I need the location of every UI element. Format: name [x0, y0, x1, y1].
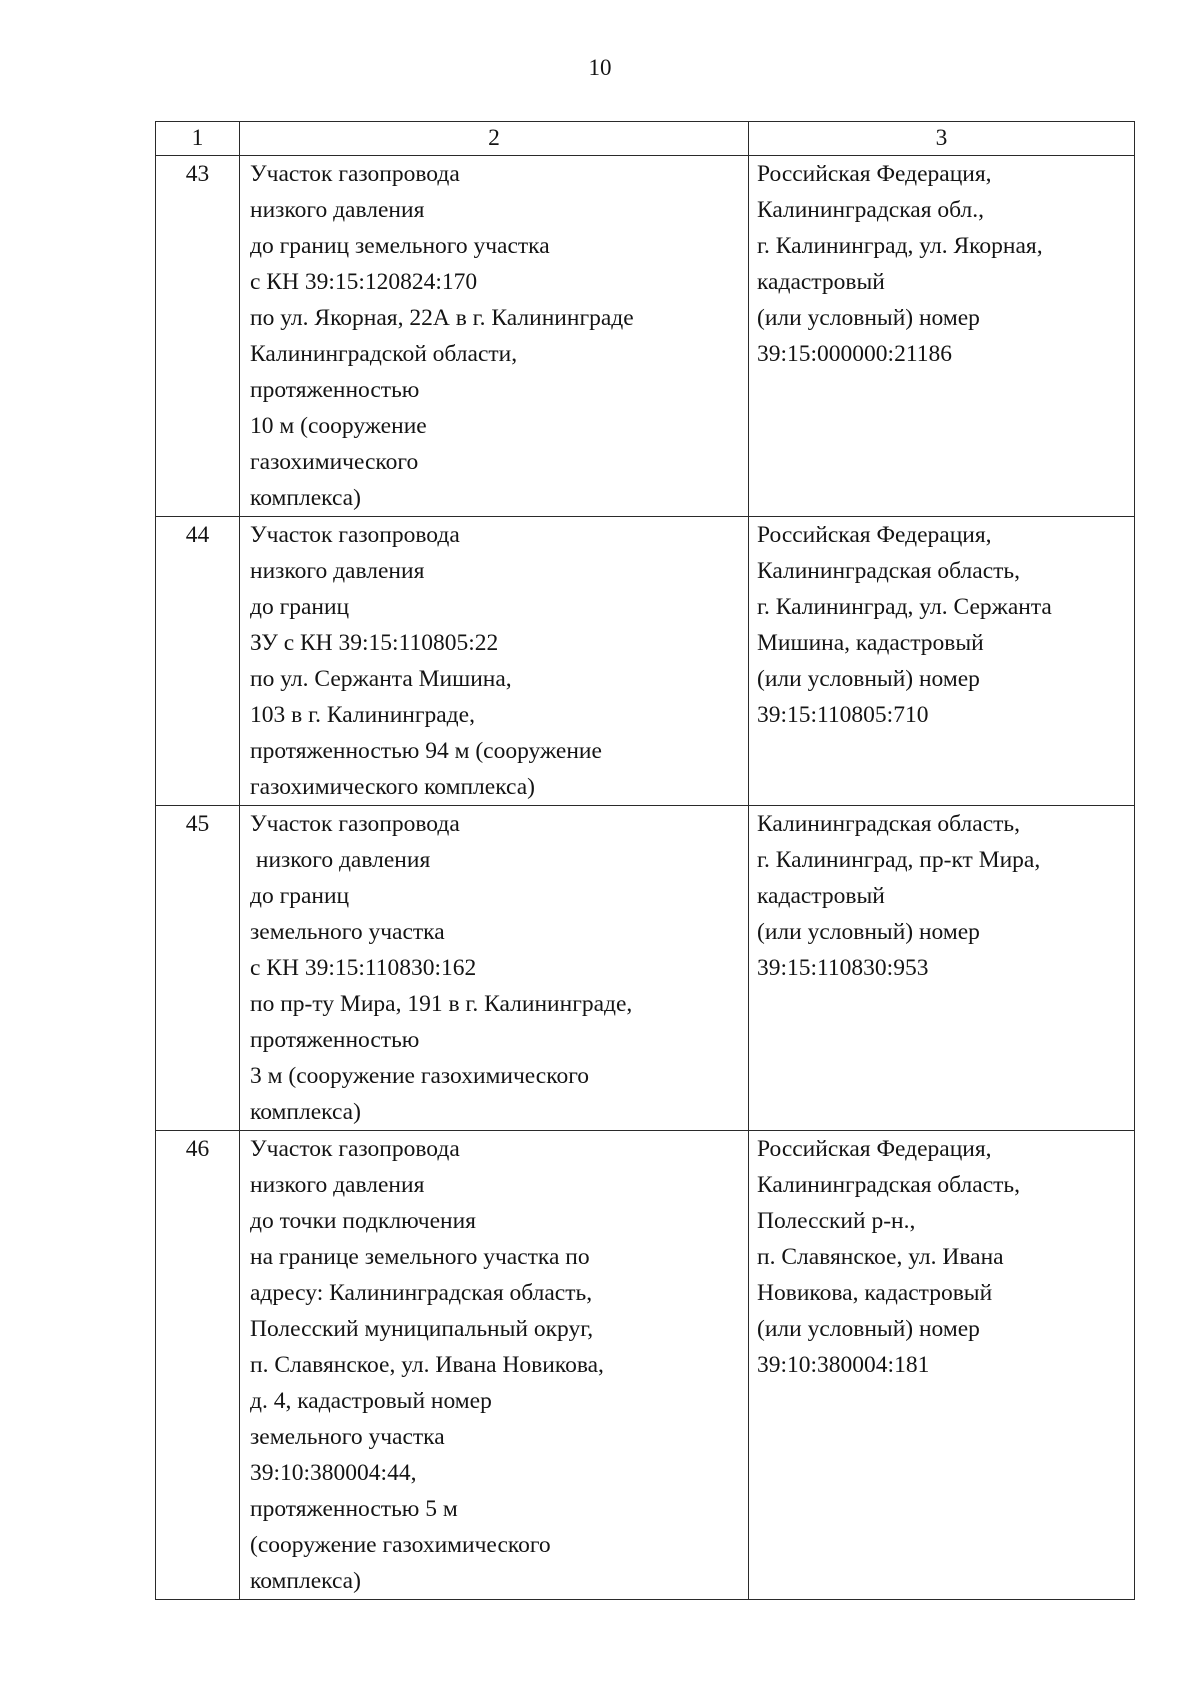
address-cell — [749, 517, 1135, 806]
object-line: 10 м (сооружение — [250, 413, 427, 439]
object-line: Участок газопровода — [250, 161, 460, 187]
address-line: 39:10:380004:181 — [757, 1352, 930, 1378]
row-number: 46 — [156, 1131, 240, 1600]
object-line: п. Славянское, ул. Ивана Новикова, — [250, 1352, 604, 1378]
table-header-row — [156, 122, 1135, 156]
table-row — [156, 517, 1135, 806]
address-line: Российская Федерация, — [757, 522, 992, 548]
object-line: адресу: Калининградская область, — [250, 1280, 593, 1306]
address-line: Калининградская обл., — [757, 197, 985, 223]
row-number: 43 — [156, 156, 240, 517]
table-row — [156, 156, 1135, 517]
address-cell — [749, 1131, 1135, 1600]
address-line: Новикова, кадастровый — [757, 1280, 993, 1306]
object-line: ЗУ с КН 39:15:110805:22 — [250, 630, 499, 656]
object-line: до границ — [250, 594, 350, 620]
object-line: д. 4, кадастровый номер — [250, 1388, 492, 1414]
header-col-2: 2 — [240, 122, 749, 156]
object-line: комплекса) — [250, 485, 361, 511]
object-description-cell — [240, 156, 749, 517]
object-line: газохимического комплекса) — [250, 774, 536, 800]
object-line: низкого давления — [250, 1172, 425, 1198]
object-line: по пр-ту Мира, 191 в г. Калининграде, — [250, 991, 633, 1017]
header-col-3: 3 — [749, 122, 1135, 156]
objects-table — [155, 121, 1135, 1600]
object-line: по ул. Сержанта Мишина, — [250, 666, 512, 692]
address-line: г. Калининград, ул. Якорная, — [757, 233, 1043, 259]
address-line: 39:15:110830:953 — [757, 955, 929, 981]
address-line: г. Калининград, пр-кт Мира, — [757, 847, 1041, 873]
address-cell — [749, 806, 1135, 1131]
object-line: низкого давления — [250, 847, 431, 873]
object-line: Участок газопровода — [250, 522, 460, 548]
object-line: с КН 39:15:120824:170 — [250, 269, 478, 295]
table-row — [156, 806, 1135, 1131]
object-line: комплекса) — [250, 1099, 361, 1125]
object-line: низкого давления — [250, 558, 425, 584]
address-line: Российская Федерация, — [757, 161, 992, 187]
object-line: протяженностью — [250, 1027, 420, 1053]
row-number: 44 — [156, 517, 240, 806]
address-line: Калининградская область, — [757, 1172, 1020, 1198]
object-line: протяженностью — [250, 377, 420, 403]
object-line: газохимического — [250, 449, 419, 475]
object-line: 39:10:380004:44, — [250, 1460, 417, 1486]
header-col-1: 1 — [156, 122, 240, 156]
object-line: низкого давления — [250, 197, 425, 223]
address-line: Калининградская область, — [757, 558, 1020, 584]
object-line: 103 в г. Калининграде, — [250, 702, 475, 728]
address-line: (или условный) номер — [757, 1316, 980, 1342]
address-line: Полесский р-н., — [757, 1208, 916, 1234]
address-line: г. Калининград, ул. Сержанта — [757, 594, 1052, 620]
object-line: протяженностью 94 м (сооружение — [250, 738, 602, 764]
object-line: с КН 39:15:110830:162 — [250, 955, 477, 981]
object-description-cell — [240, 806, 749, 1131]
address-line: 39:15:110805:710 — [757, 702, 929, 728]
table-row — [156, 1131, 1135, 1600]
address-line: (или условный) номер — [757, 919, 980, 945]
object-description-cell — [240, 1131, 749, 1600]
object-line: на границе земельного участка по — [250, 1244, 590, 1270]
page-number: 10 — [588, 55, 612, 80]
address-line: (или условный) номер — [757, 666, 980, 692]
object-line: до границ — [250, 883, 350, 909]
object-line: до границ земельного участка — [250, 233, 550, 259]
object-line: земельного участка — [250, 919, 445, 945]
address-line: кадастровый — [757, 269, 885, 295]
address-line: (или условный) номер — [757, 305, 980, 331]
address-line: кадастровый — [757, 883, 885, 909]
row-number: 45 — [156, 806, 240, 1131]
object-line: Полесский муниципальный округ, — [250, 1316, 594, 1342]
object-description-cell — [240, 517, 749, 806]
object-line: комплекса) — [250, 1568, 361, 1594]
object-line: Участок газопровода — [250, 811, 460, 837]
address-line: п. Славянское, ул. Ивана — [757, 1244, 1004, 1270]
object-line: до точки подключения — [250, 1208, 476, 1234]
object-line: по ул. Якорная, 22А в г. Калининграде — [250, 305, 634, 331]
object-line: Участок газопровода — [250, 1136, 460, 1162]
object-line: Калининградской области, — [250, 341, 518, 367]
address-line: Мишина, кадастровый — [757, 630, 984, 656]
address-line: Российская Федерация, — [757, 1136, 992, 1162]
object-line: протяженностью 5 м — [250, 1496, 458, 1522]
address-cell — [749, 156, 1135, 517]
address-line: 39:15:000000:21186 — [757, 341, 952, 367]
object-line: (сооружение газохимического — [250, 1532, 551, 1558]
object-line: земельного участка — [250, 1424, 445, 1450]
address-line: Калининградская область, — [757, 811, 1020, 837]
object-line: 3 м (сооружение газохимического — [250, 1063, 590, 1089]
